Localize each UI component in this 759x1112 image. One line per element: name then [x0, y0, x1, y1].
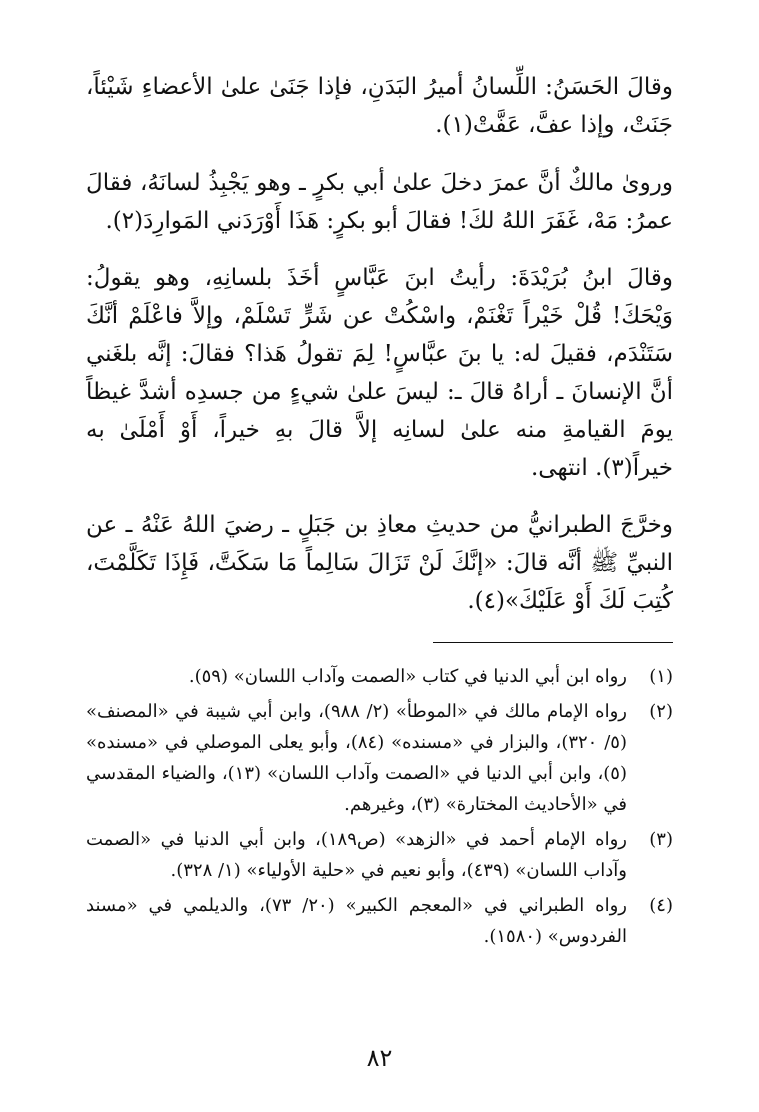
footnote — [86, 890, 673, 952]
paragraph: وقالَ الحَسَنُ: اللِّسانُ أميرُ البَدَنِ، فإذا جَنَىٰ علىٰ الأعضاءِ شَيْئاً، جَنَتْ، وإذا عفَّ، عَفَّتْ(١). — [86, 74, 673, 138]
paragraph: وقالَ ابنُ بُرَيْدَةَ: رأيتُ ابنَ عَبَّاسٍ أخَذَ بلسانِهِ، وهو يقولُ: وَيْحَكَ! قُلْ خَيْراً تَغْنَمْ، واسْكُتْ عن شَرٍّ تَسْلَمْ، وإلاَّ فاعْلَمْ أنَّكَ سَتَنْدَم، فقيلَ له: يا بنَ عبَّاسٍ! لِمَ تقولُ هَذا؟ فقالَ: إنَّه بلغَني أنَّ الإنسانَ ـ أراهُ قالَ ـ: ليسَ علىٰ شيءٍ من جسدِه أشدَّ غيظاً يومَ القيامةِ منه علىٰ لسانِه إلاَّ قالَ بهِ خيراً، أَوْ أَمْلَىٰ به خيراً(٣). انتهى. — [86, 265, 673, 481]
footnote-text: رواه الإمام أحمد في «الزهد» (ص١٨٩)، وابن أبي الدنيا في «الصمت وآداب اللسان» (٤٣٩)، وأبو نعيم في «حلية الأولياء» (١/ ٣٢٨). — [86, 829, 627, 881]
footnote-number: (١) — [649, 666, 673, 687]
footnote-text: رواه الطبراني في «المعجم الكبير» (٢٠/ ٧٣)، والديلمي في «مسند الفردوس» (١٥٨٠). — [86, 895, 627, 947]
footnote — [86, 661, 673, 692]
footnote-number: (٣) — [649, 829, 673, 850]
footnote-text: رواه الإمام مالك في «الموطأ» (٢/ ٩٨٨)، وابن أبي شيبة في «المصنف» (٥/ ٣٢٠)، والبزار في «مسنده» (٨٤)، وأبو يعلى الموصلي في «مسنده» (٥)، وابن أبي الدنيا في «الصمت وآداب اللسان» (١٣)، والضياء المقدسي في «الأحاديث المختارة» (٣)، وغيرهم. — [86, 701, 627, 815]
footnote-number: (٢) — [649, 701, 673, 722]
footnotes — [86, 661, 673, 952]
page-number: ٨٢ — [366, 1044, 393, 1072]
paragraph: وروىٰ مالكٌ أنَّ عمرَ دخلَ علىٰ أبي بكرٍ ـ وهو يَجْبِذُ لسانَهُ، فقالَ عمرُ: مَهْ، غَفَرَ اللهُ لكَ! فقالَ أبو بكرٍ: هَذَا أَوْرَدَني المَوارِدَ(٢). — [86, 170, 673, 234]
footnote — [86, 824, 673, 886]
paragraph: وخرَّجَ الطبرانيُّ من حديثِ معاذِ بن جَبَلٍ ـ رضيَ اللهُ عَنْهُ ـ عن النبيِّ ﷺ أنَّه قالَ: «إنَّكَ لَنْ تَزَالَ سَالِماً مَا سَكَتَّ، فَإِذَا تَكَلَّمْتَ، كُتِبَ لَكَ أَوْ عَلَيْكَ»(٤). — [86, 512, 673, 614]
footnote-divider — [433, 642, 673, 643]
footnote — [86, 696, 673, 820]
main-text — [86, 68, 673, 620]
footnote-text: رواه ابن أبي الدنيا في كتاب «الصمت وآداب اللسان» (٥٩). — [188, 666, 627, 687]
footnote-number: (٤) — [649, 895, 673, 916]
